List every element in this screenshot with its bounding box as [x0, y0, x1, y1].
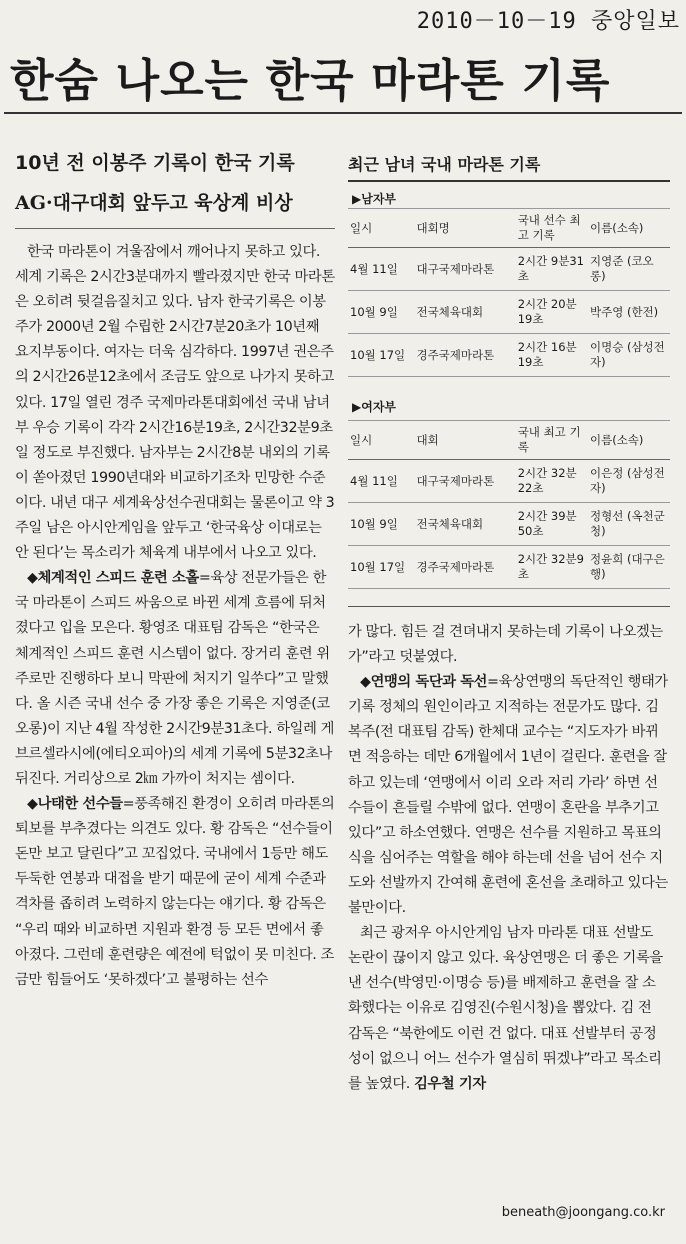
dateline: 2010－10－19 중앙일보: [416, 9, 680, 34]
men-record-table: [348, 208, 670, 377]
table-row: [348, 248, 670, 291]
table-header-cell: 국내 최고 기록: [516, 421, 588, 460]
paragraph-lazy-cont: 가 많다. 힘든 걸 견뎌내지 못하는데 기록이 나오겠는가”라고 덧붙였다.: [348, 624, 663, 666]
record-box-rule: [348, 180, 670, 182]
subheadline-rule: [15, 228, 335, 229]
table-header-cell: 대회명: [414, 209, 515, 248]
table-cell: 정윤희 (대구은행): [588, 546, 670, 589]
table-header-row: [348, 209, 670, 248]
table-row: [348, 291, 670, 334]
section-heading-lazy: ◆나태한 선수들: [27, 796, 123, 813]
table-cell: 박주영 (한전): [588, 291, 670, 334]
table-row: [348, 460, 670, 503]
table-row: [348, 546, 670, 589]
table-cell: 10월 17일: [348, 546, 414, 589]
paragraph-selection-text: 최근 광저우 아시안게임 남자 마라톤 대표 선발도 논란이 끊이지 않고 있다. 육상연맹은 더 좋은 기록을 낸 선수(박영민·이명승 등)를 배제하고 훈련을 잘 소화했다는 이유로 김영진(수원시청)을 뽑았다. 김 전 감독은 “북한에도 이런 건 없다. 대표 선발부터 공정성이 없으니 어느 선수가 열심히 뛰겠냐”라고 목소리를 높였다.: [348, 925, 663, 1092]
subheadline-2: AG·대구대회 앞두고 육상계 비상: [15, 192, 293, 214]
record-box-title: 최근 남녀 국내 마라톤 기록: [348, 155, 541, 174]
table-header-cell: 국내 선수 최고 기록: [516, 209, 588, 248]
table-cell: 4월 11일: [348, 460, 414, 503]
table-cell: 10월 17일: [348, 334, 414, 377]
section-heading-speed: ◆체계적인 스피드 훈련 소홀: [27, 570, 199, 587]
subheadline-1: 10년 전 이봉주 기록이 한국 기록: [15, 152, 295, 174]
table-header-row: [348, 421, 670, 460]
article-column-right: [348, 620, 668, 1097]
table-cell: 10월 9일: [348, 503, 414, 546]
table-cell: 경주국제마라톤: [414, 334, 515, 377]
table-header-cell: 일시: [348, 421, 414, 460]
paragraph-speed-text: =육상 전문가들은 한국 마라톤이 스피드 싸움으로 바뀐 세계 흐름에 뒤처졌다고 입을 모은다. 황영조 대표팀 감독은 “한국은 체계적인 스피드 훈련 시스템이 없다. 장거리 훈련 위주로만 진행하다 보니 막판에 처지기 일쑤다”고 말했다. 올 시즌 국내 선수 중 가장 좋은 기록은 지영준(코오롱)이 지난 4월 작성한 2시간9분31초다. 하일레 게브르셀라시에(에티오피아)의 세계 기록에 5분32초나 뒤진다. 거리상으로 2㎞ 가까이 처지는 셈이다.: [15, 570, 335, 787]
table-cell: 정형선 (옥천군청): [588, 503, 670, 546]
table-cell: 10월 9일: [348, 291, 414, 334]
section-heading-federation: ◆연맹의 독단과 독선: [360, 674, 488, 691]
table-header-cell: 이름(소속): [588, 209, 670, 248]
table-cell: 2시간 39분50초: [516, 503, 588, 546]
table-cell: 대구국제마라톤: [414, 460, 515, 503]
paragraph-speed: [15, 566, 335, 792]
table-cell: 전국체육대회: [414, 291, 515, 334]
paragraph-federation-text: =육상연맹의 독단적인 행태가 기록 정체의 원인이라고 지적하는 전문가도 많다. 김복주(전 대표팀 감독) 한체대 교수는 “지도자가 바뀌면 적응하는 데만 6개월에서 1년이 걸린다. 훈련을 잘하고 있는데 ‘연맹에서 이리 오라 저리 가라’ 하면 선수들이 흔들릴 수밖에 없다. 연맹이 혼란을 부추기고 있다”고 하소연했다. 연맹은 선수를 지원하고 목표의식을 심어주는 역할을 해야 하는데 선을 넘어 선수 지도와 선발까지 간여해 훈련에 혼선을 초래하고 있다는 불만이다.: [348, 674, 668, 917]
reporter-email: beneath@joongang.co.kr: [501, 1205, 665, 1220]
table-cell: 4월 11일: [348, 248, 414, 291]
table-cell: 2시간 9분31초: [516, 248, 588, 291]
table-cell: 2시간 32분9초: [516, 546, 588, 589]
table-cell: 이은정 (삼성전자): [588, 460, 670, 503]
table-header-cell: 일시: [348, 209, 414, 248]
table-header-cell: 대회: [414, 421, 515, 460]
table-row: [348, 334, 670, 377]
table-header-cell: 이름(소속): [588, 421, 670, 460]
article-column-left: [15, 240, 335, 993]
paragraph-lazy-text: =풍족해진 환경이 오히려 마라톤의 퇴보를 부추겼다는 의견도 있다. 황 감독은 “선수들이 돈만 보고 달린다”고 꼬집었다. 국내에서 1등만 해도 두둑한 연봉과 대접을 받기 때문에 굳이 세계 수준과 격차를 좁히려 노력하지 않는다는 얘기다. 황 감독은 “우리 때와 비교하면 지원과 환경 등 모든 면에서 좋아졌다. 그런데 훈련량은 예전에 턱없이 못 미친다. 조금만 힘들어도 ‘못하겠다’고 불평하는 선수: [15, 796, 335, 988]
table-cell: 경주국제마라톤: [414, 546, 515, 589]
table-cell: 2시간 20분19초: [516, 291, 588, 334]
record-box-bottom-rule: [348, 606, 670, 607]
table-cell: 2시간 32분22초: [516, 460, 588, 503]
table-cell: 2시간 16분19초: [516, 334, 588, 377]
women-section-label: ▶여자부: [352, 400, 397, 414]
table-cell: 지영준 (코오롱): [588, 248, 670, 291]
table-row: [348, 503, 670, 546]
paragraph-selection: [348, 921, 668, 1097]
paragraph-lazy: [15, 792, 335, 993]
top-rule: [4, 112, 682, 114]
paragraph-intro: 한국 마라톤이 겨울잠에서 깨어나지 못하고 있다. 세계 기록은 2시간3분대까지 빨라졌지만 한국 마라톤은 오히려 뒷걸음질치고 있다. 남자 한국기록은 이봉주가 2000년 2월 수립한 2시간7분20초가 10년째 요지부동이다. 여자는 더욱 심각하다. 1997년 권은주의 2시간26분12초에서 조금도 앞으로 나가지 못하고 있다. 17일 열린 경주 국제마라톤대회에선 국내 남녀부 우승 기록이 각각 2시간16분19초, 2시간32분9초일 정도로 부진했다. 남자부는 2시간8분 내외의 기록이 쏟아졌던 1990년대와 비교하기조차 민망한 수준이다. 내년 대구 세계육상선수권대회는 물론이고 약 3주일 남은 아시안게임을 앞두고 ‘한국육상 이대로는 안 된다’는 목소리가 체육계 내부에서 나오고 있다.: [15, 244, 335, 562]
byline: 김우철 기자: [414, 1075, 486, 1092]
table-cell: 이명승 (삼성전자): [588, 334, 670, 377]
women-record-table: [348, 420, 670, 589]
men-section-label: ▶남자부: [352, 192, 397, 206]
table-cell: 대구국제마라톤: [414, 248, 515, 291]
headline: 한숨 나오는 한국 마라톤 기록: [10, 54, 611, 107]
paragraph-federation: [348, 670, 668, 921]
table-cell: 전국체육대회: [414, 503, 515, 546]
